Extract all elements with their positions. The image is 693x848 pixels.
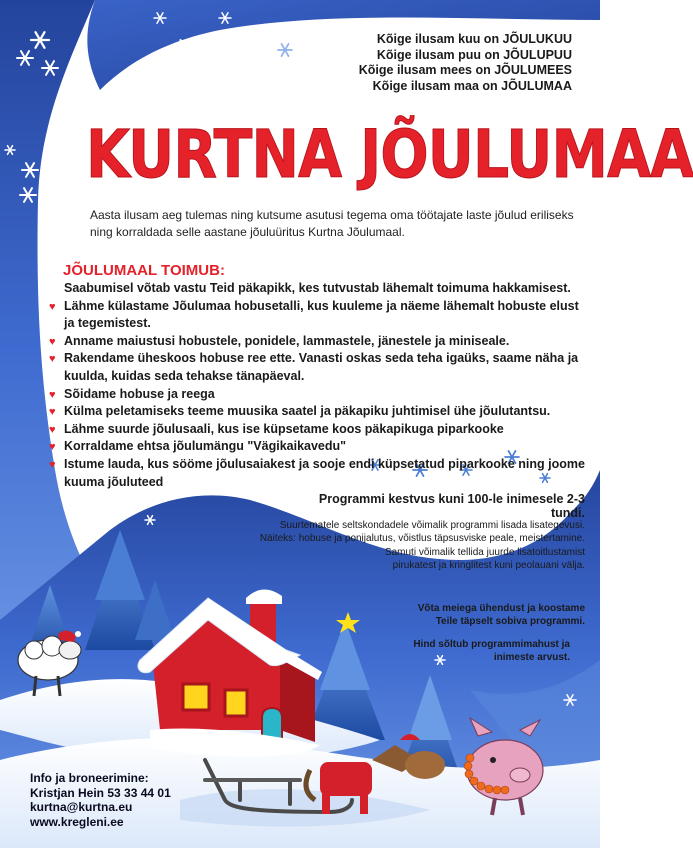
extras-line: Näiteks: hobuse ja ponijalutus, võistlus täpsusviske peale, meistertamine.: [259, 533, 585, 545]
list-item: [48, 421, 588, 439]
list-item: [48, 280, 588, 298]
activity-text: Sõidame hobuse ja reega: [64, 386, 215, 401]
website-link[interactable]: www.kregleni.ee: [30, 814, 124, 829]
tagline-line: Kõige ilusam mees on JÕULUMEES: [358, 63, 572, 77]
list-item: [48, 333, 588, 351]
activity-text: Saabumisel võtab vastu Teid päkapikk, kes tutvustab lähemalt toimuma hakkamisest.: [64, 281, 571, 295]
page-title: KURTNA JÕULUMAA: [86, 116, 693, 193]
duration-text: Programmi kestvus kuni 100-le inimesele 2-3 tundi.: [318, 492, 585, 520]
email-link[interactable]: kurtna@kurtna.eu: [30, 800, 133, 815]
list-item: [48, 298, 588, 333]
contact-us-line: Võta meiega ühendust ja koostame: [417, 603, 585, 614]
heart-bullet-icon: ♥: [49, 300, 56, 313]
heart-bullet-icon: ♥: [49, 423, 56, 436]
tagline-line: Kõige ilusam kuu on JÕULUKUU: [376, 32, 572, 46]
activity-text: Istume lauda, kus sööme jõulusaiakest ja sooje endi küpsetatud piparkooke ning joome kuuma jõuluteed: [64, 456, 585, 489]
program-heading: JÕULUMAAL TOIMUB:: [63, 262, 225, 279]
heart-bullet-icon: ♥: [49, 388, 56, 401]
heart-bullet-icon: ♥: [49, 458, 56, 471]
snowflake-icon: [278, 44, 292, 56]
extras-text: [250, 519, 585, 573]
info-heading: Info ja broneerimine:: [30, 771, 149, 785]
list-item: [48, 438, 588, 456]
extras-line: Suurtematele seltskondadele võimalik programmi lisada lisategevusi.: [279, 520, 585, 531]
tagline: [359, 32, 572, 94]
contact-us-line: Teile täpselt sobiva programmi.: [435, 616, 585, 627]
snowflake-icon: [176, 40, 194, 56]
intro-text: Aasta ilusam aeg tulemas ning kutsume asutusi tegema oma töötajate laste jõulud eriliseks ning korraldada selle aastane jõuluüritus Kurtna Jõulumaal.: [90, 208, 574, 239]
heart-bullet-icon: ♥: [49, 441, 56, 454]
activity-text: Külma peletamiseks teeme muusika saatel ja päkapiku juhtimisel ühe jõulutantsu.: [64, 404, 551, 419]
extras-line: pirukatest ja kringlitest kuni peolauani välja.: [392, 560, 585, 572]
activity-text: Rakendame üheskoos hobuse ree ette. Vanasti oskas seda teha igaüks, saame näha ja kuulda, kuidas seda tehakse tänapäeval.: [64, 351, 579, 383]
list-item: [48, 403, 588, 421]
contact-info: [30, 771, 171, 829]
list-item: [48, 386, 588, 404]
title-block: [86, 112, 693, 198]
activity-text: Lähme suurde jõulusaali, kus ise küpsetame koos päkapikuga piparkooke: [64, 421, 504, 436]
list-item: [48, 350, 588, 385]
heart-bullet-icon: ♥: [49, 353, 56, 366]
activity-list: [48, 280, 588, 491]
activity-text: Korraldame ehtsa jõulumängu "Vägikaikavedu": [64, 439, 347, 454]
heart-bullet-icon: ♥: [49, 406, 56, 419]
price-text: [330, 638, 570, 664]
tagline-line: Kõige ilusam maa on JÕULUMAA: [372, 78, 572, 93]
activity-text: Anname maiustusi hobustele, ponidele, lammastele, jänestele ja miniseale.: [64, 333, 510, 348]
contact-us-text: [330, 602, 585, 628]
activity-text: Lähme külastame Jõulumaa hobusetalli, kus kuuleme ja näeme lähemalt hobuste elust ja tegemistest.: [64, 298, 579, 331]
heart-bullet-icon: ♥: [49, 335, 56, 348]
info-person-phone: Kristjan Hein 53 33 44 01: [30, 785, 171, 800]
tagline-line: Kõige ilusam puu on JÕULUPUU: [376, 47, 572, 62]
extras-line: Samuti võimalik tellida juurde lisatoitlustamist: [384, 546, 585, 558]
price-line: Hind sõltub programmimahust ja: [413, 639, 570, 650]
price-line: inimeste arvust.: [493, 652, 570, 663]
list-item: [48, 456, 588, 491]
